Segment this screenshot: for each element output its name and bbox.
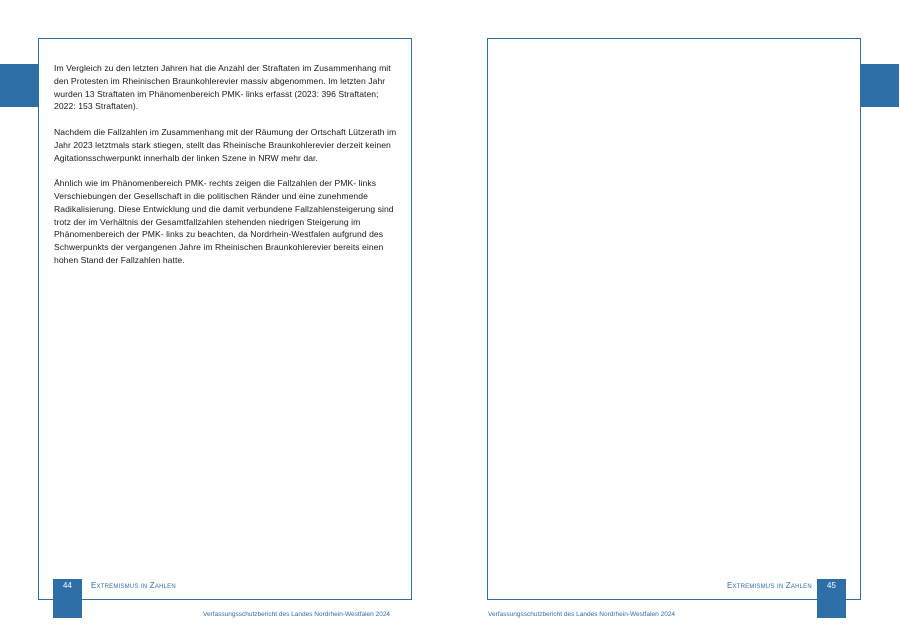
paragraph-3: Ähnlich wie im Phänomenbereich PMK- rechts zeigen die Fallzahlen der PMK- links Verschiebungen der Gesellschaft in die politischen Ränder und eine zunehmende Radikalisierung. Diese Entwicklung und die damit verbundene Fallzahlensteigerung sind trotz der im Verhältnis der Gesamtfallzahlen stehenden niedrigen Steigerung im Phänomenbereich der PMK- links zu beachten, da Nordrhein-Westfalen aufgrund des Schwerpunkts der vergangenen Jahre im Rheinischen Braunkohlerevier bereits einen hohen Stand der Fallzahlen hatte. xyxy=(54,178,394,265)
page-number-left: 44 xyxy=(53,579,82,618)
section-title-right: Extremismus in Zahlen xyxy=(727,581,812,590)
paragraph-1: Im Vergleich zu den letzten Jahren hat die Anzahl der Straftaten im Zusammenhang mit den Protesten im Rheinischen Braunkohlerevier massiv abgenommen. Im letzten Jahr wurden 13 Straftaten im Phänomenbereich PMK- links erfasst (2023: 396 Straftaten; 2022: 153 Straftaten). xyxy=(54,63,391,112)
left-edge-tab xyxy=(0,64,38,107)
left-page-body xyxy=(54,62,399,280)
page-number-right: 45 xyxy=(817,579,846,618)
footer-right: Verfassungsschutzbericht des Landes Nordrhein-Westfalen 2024 xyxy=(488,611,676,618)
paragraph-2: Nachdem die Fallzahlen im Zusammenhang mit der Räumung der Ortschaft Lützerath im Jahr 2023 letztmals stark stiegen, stellt das Rheinische Braunkohlerevier derzeit keinen Agitationsschwerpunkt innerhalb der linken Szene in NRW mehr dar. xyxy=(54,126,397,163)
right-page-frame xyxy=(487,38,861,600)
footer-left: Verfassungsschutzbericht des Landes Nordrhein-Westfalen 2024 xyxy=(203,611,391,618)
section-title-left: Extremismus in Zahlen xyxy=(91,581,176,590)
right-edge-tab xyxy=(861,64,899,107)
